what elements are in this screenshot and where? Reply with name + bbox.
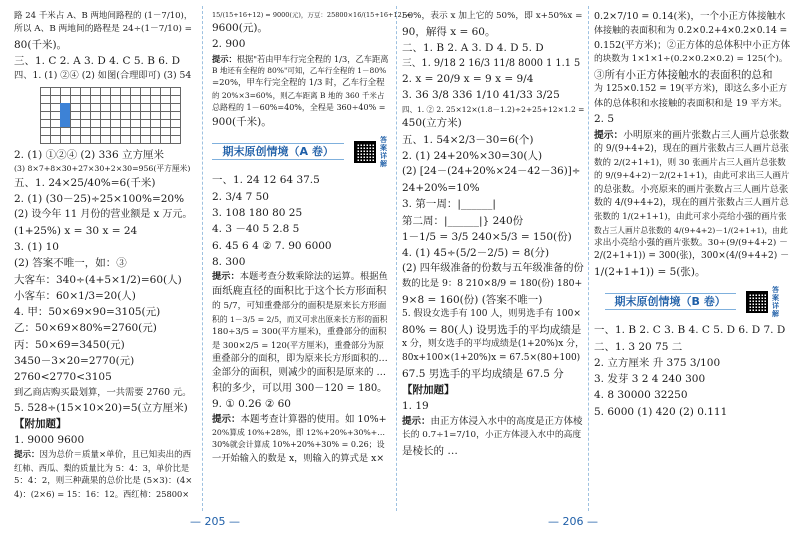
text-line: 80% = 80(人) 设男选手的平均成绩是 bbox=[402, 323, 582, 336]
text-line: 的总张数。小亮原来的画片张数占三人画片总张 bbox=[594, 184, 789, 196]
text-line: 面纸鹿直径的面积比于这个长方形面积 bbox=[212, 285, 387, 298]
text-line: 3450－3×20=2770(元) bbox=[14, 355, 135, 368]
text-line: 的 20%×3=60%，则乙车距离 B 地的 360 千米占 bbox=[212, 91, 385, 101]
text-line: 5. 6000 (1) 420 (2) 0.111 bbox=[594, 405, 728, 418]
text-line: 金部分的面积，则减少的面积是原来的 … bbox=[212, 367, 387, 379]
text-line bbox=[14, 449, 192, 462]
text-line: 0.152(平方米)；②正方体的总体积中小正方体 bbox=[594, 39, 791, 51]
text-line: x 分，则女选手的平均成绩是(1+20%)x 分， bbox=[402, 339, 585, 350]
grid-shaded-cells bbox=[60, 103, 70, 127]
text-line: 积的 1－3/5 = 2/5，而又可求出原来长方形的面积 bbox=[212, 314, 388, 324]
text-line bbox=[402, 415, 584, 430]
column-1 bbox=[14, 10, 192, 501]
bonus-lines bbox=[14, 432, 192, 500]
text-line: 5：4：2，则三种蔬果的总价比是 (5×3)：(4× bbox=[14, 475, 193, 486]
answer-lines bbox=[594, 10, 790, 280]
text-line: 2. 立方厘米 升 375 3/100 bbox=[594, 356, 721, 369]
text-line: 体接触的表面积和为 0.2×0.2+4×0.2×0.14 = bbox=[594, 25, 788, 36]
text-line: 2. (1) 24+20%×30=30(人) bbox=[402, 149, 543, 162]
tip-label: 提示： bbox=[212, 271, 240, 283]
text-line: 一开始输入的数是 x，则输入的算式是 x× bbox=[212, 452, 385, 464]
text-line: 三、1. C 2. A 3. D 4. C 5. B 6. D bbox=[14, 55, 181, 67]
tip-text: 本题考查分数乘除法的运算。根据鱼 bbox=[239, 271, 388, 283]
text-line: 67.5 男选手的平均成绩是 67.5 分 bbox=[402, 367, 564, 380]
text-line: 二、1. 3 20 75 二 bbox=[594, 340, 683, 353]
tip-text: 因为总价＝质量×单价，且已知卖出的西 bbox=[39, 449, 192, 460]
text-line: (2) 四年级准备的份数与五年级准备的份 bbox=[402, 262, 584, 275]
text-line: 4)：(2×6) = 15：16：12。西红柿：25800× bbox=[14, 488, 190, 499]
text-line: 3. 108 180 80 25 bbox=[212, 206, 303, 219]
text-line: 重叠部分的面积，即为原来长方形面积的… bbox=[212, 352, 388, 364]
text-line: 4. 8 30000 32250 bbox=[594, 389, 688, 402]
qr-code-icon[interactable] bbox=[354, 141, 376, 163]
section-title-a bbox=[212, 136, 388, 168]
text-line: 80(千米)。 bbox=[14, 38, 68, 51]
answer-lines bbox=[212, 10, 412, 130]
text-line bbox=[212, 53, 388, 66]
tip-label: 提示： bbox=[212, 53, 237, 64]
text-line: 50%，表示 x 加上它的 50%，即 x+50%x = bbox=[402, 11, 583, 21]
text-line: 的 9/(9+4+2)－2/(2+1+1)，由此可求出三人画片 bbox=[594, 170, 790, 181]
text-line: (1+25%) x = 30 x = 24 bbox=[14, 224, 138, 237]
text-line: 的块数为 1×1×1÷(0.2×0.2×0.2) = 125(个)。 bbox=[594, 54, 788, 65]
text-line: 数的 2/(2+1+1)，则 30 张画片占三人画片总张数 bbox=[594, 157, 786, 168]
text-line: 体的总体积和水接触的表面积和是 19 平方米。 bbox=[594, 98, 788, 110]
text-line: 90，解得 x = 60。 bbox=[402, 25, 496, 38]
text-line: 9×8 = 160(份) (答案不唯一) bbox=[402, 293, 543, 306]
text-line: 路 24 千米占 A、B 两地间路程的 (1－7/10)， bbox=[14, 11, 193, 21]
text-line: 是 300×2/5 = 120(平方厘米)，重叠部分为原 bbox=[212, 339, 384, 350]
answer-lines bbox=[14, 10, 192, 84]
text-line: 15/(15+16+12) = 9000(元)，万豆：25800×16/(15+16+12) = bbox=[212, 11, 412, 19]
text-line: 180÷3/5 = 300(平方厘米)，重叠部分的面积 bbox=[212, 326, 387, 337]
text-line: 的 5/7，可知重叠部分的面积是原来长方形面 bbox=[212, 301, 387, 312]
text-line: 2. 900 bbox=[212, 38, 246, 51]
text-line: ③所有小正方体接触水的表面积的总和 bbox=[594, 68, 773, 81]
text-line: 1. 19 bbox=[402, 400, 429, 413]
text-line: 的 9/(9+4+2)，现在的画片张数占三人画片总张 bbox=[594, 143, 789, 154]
text-line: 4. (1) 45÷(5/2－2/5) = 8(分) bbox=[402, 247, 550, 260]
text-line: 一、1. 24 12 64 37.5 bbox=[212, 174, 320, 187]
text-line bbox=[212, 270, 388, 284]
text-line: 数占三人画片总张数的 4/(9+4+2)－1/(2+1+1)，由此 bbox=[594, 225, 788, 235]
bonus-lines bbox=[402, 398, 584, 459]
tip-text: 本题考查计算器的使用。如 10%+ bbox=[240, 413, 387, 425]
text-line: 5. 528÷(15×10×20)=5(立方厘米) bbox=[14, 401, 188, 414]
text-line: 总路程的 1－60%=40%，全程是 360÷40% = bbox=[212, 102, 386, 112]
text-line: 到乙商店购买最划算，一共需要 2760 元。 bbox=[14, 386, 192, 398]
text-line: 长的 0.7÷1=7/10，小正方体浸入水中的高度 bbox=[402, 430, 582, 441]
text-line: 红柿、西瓜、梨的质量比为 5：4：3，单价比是 bbox=[14, 462, 190, 473]
section-title-text: 期末原创情境（B 卷） bbox=[605, 293, 736, 310]
text-line: 积的多少，可以用 300－120 = 180。 bbox=[212, 382, 388, 394]
text-line: (3) 8×7+8×30+27×30+2×30=956(平方厘米) bbox=[14, 163, 191, 173]
text-line: 第二周：|______|} 240份 bbox=[402, 214, 524, 227]
text-line: 2. (1) ①②④ (2) 336 立方厘米 bbox=[14, 148, 164, 161]
tip-text: 由正方体浸入水中的高度是正方体棱 bbox=[430, 415, 583, 427]
grid-figure bbox=[40, 87, 181, 144]
tip-text: 小明原来的画片张数占三人画片总张数 bbox=[623, 129, 789, 141]
answer-lines-continued bbox=[14, 147, 192, 417]
text-line: 9. ① 0.26 ② 60 bbox=[212, 398, 291, 411]
text-line: 3. 36 3/8 336 1/10 41/33 3/25 bbox=[402, 89, 560, 102]
text-line: 900(千米)。 bbox=[212, 116, 272, 129]
text-line: 24+20%=10% bbox=[402, 182, 480, 195]
text-line: 四、1. ② 2. 25×12×(1.8－1.2)÷2+25+12×1.2 = bbox=[402, 104, 585, 114]
section-title-b bbox=[594, 286, 790, 318]
text-line bbox=[594, 128, 790, 143]
qr-label: 答案详解 bbox=[380, 136, 388, 169]
text-line: 3. (1) 10 bbox=[14, 241, 59, 254]
tip-text: 根据"若由甲车行完全程的 1/3，乙车距离 bbox=[236, 53, 389, 64]
text-line: 2. 5 bbox=[594, 113, 615, 126]
text-line: 3. 发芽 3 2 4 240 300 bbox=[594, 373, 706, 386]
text-line: 9600(元)。 bbox=[212, 22, 268, 35]
text-line: 一、1. B 2. C 3. B 4. C 5. D 6. D 7. D bbox=[594, 324, 786, 337]
section-title-text: 期末原创情境（A 卷） bbox=[212, 143, 343, 160]
text-line: 三、1. 9/18 2 16/3 11/8 8000 1 1.1 5 bbox=[402, 58, 581, 70]
text-line bbox=[212, 413, 388, 428]
text-line: 3. 第一周：|______| bbox=[402, 198, 496, 211]
text-line: 80x+100×(1+20%)x = 67.5×(80+100) bbox=[402, 352, 581, 363]
text-line: 4. 3 －40 5 2.8 5 bbox=[212, 223, 300, 236]
section-a-lines bbox=[212, 172, 388, 466]
answer-lines bbox=[402, 10, 584, 382]
text-line: 1－1/5 = 3/5 240×5/3 = 150(份) bbox=[402, 230, 572, 243]
text-line: 乙：50×69×80%=2760(元) bbox=[14, 322, 157, 335]
text-line: 5. 假设女选手有 100 人，则男选手有 100× bbox=[402, 308, 581, 319]
text-line: 数的比是 9：8 210×8/9 = 180(份) 180+ bbox=[402, 278, 583, 290]
text-line: 450(立方米) bbox=[402, 117, 462, 130]
column-4 bbox=[594, 10, 790, 420]
bonus-title: 【附加题】 bbox=[402, 384, 455, 397]
text-line: 20%算成 10%+28%，即 12%+20%+30%+… bbox=[212, 428, 386, 438]
text-line: 求出小亮给小强的画片张数。30÷(9/(9+4+2) － bbox=[594, 237, 788, 248]
text-line: 张数的 1/(2+1+1)，由此可求小亮给小强的画片张 bbox=[594, 212, 787, 223]
text-line: 2. (1) (30－25)÷25×100%=20% bbox=[14, 193, 185, 206]
text-line: 小客车：60×1/3=20(人) bbox=[14, 289, 136, 302]
text-line: 1. 9000 9600 bbox=[14, 434, 85, 447]
text-line: 数的 4/(9+4+2)，现在的画片张数占三人画片总 bbox=[594, 198, 789, 209]
tip-label: 提示： bbox=[402, 415, 431, 427]
qr-label: 答案详解 bbox=[771, 286, 779, 319]
text-line: (2) 设今年 11 月份的营业额是 x 万元。 bbox=[14, 209, 193, 221]
text-line: 丙：50×69=3450(元) bbox=[14, 338, 125, 351]
text-line: 二、1. B 2. A 3. D 4. D 5. D bbox=[402, 41, 544, 54]
text-line: =20%，甲车行完全程的 1/3 时，乙车行全程 bbox=[212, 78, 385, 88]
text-line: 30%就会计算成 10%+20%+30% = 0.26；设 bbox=[212, 440, 385, 450]
text-line: 为 125×0.152 = 19(平方米)，即这么多小正方 bbox=[594, 84, 788, 95]
column-2 bbox=[212, 10, 412, 466]
text-line: 是棱长的 … bbox=[402, 444, 458, 457]
section-b-lines bbox=[594, 322, 790, 420]
text-line: 五、1. 24×25/40%=6(千米) bbox=[14, 176, 156, 189]
text-line: 2. x = 20/9 x = 9 x = 9/4 bbox=[402, 73, 534, 86]
tip-label: 提示： bbox=[594, 129, 624, 141]
text-line: 大客车：340÷(4+5×1/2)=60(人) bbox=[14, 273, 182, 286]
text-line: 所以 A、B 两地间的路程是 24÷(1－7/10) = bbox=[14, 24, 192, 35]
column-3 bbox=[402, 10, 584, 459]
text-line: 8. 300 bbox=[212, 255, 246, 268]
text-line: 0.2×7/10 = 0.14(米)，一个小正方体接触水 bbox=[594, 11, 786, 22]
text-line: 2760<2770<3105 bbox=[14, 371, 112, 384]
text-line: (2) 答案不唯一，如：③ bbox=[14, 257, 127, 270]
text-line: (2) [24－(24+20%×24－42－36)]÷ bbox=[402, 165, 581, 178]
text-line: 1/(2+1+1)) = 5(张)。 bbox=[594, 266, 706, 279]
text-line: 6. 45 6 4 ② 7. 90 6000 bbox=[212, 239, 332, 252]
tip-label: 提示： bbox=[212, 413, 241, 425]
text-line: 4. 甲：50×69×90=3105(元) bbox=[14, 306, 161, 319]
bonus-title: 【附加题】 bbox=[14, 418, 67, 431]
page-number-right: — 206 — bbox=[548, 514, 598, 528]
text-line: 四、1. (1) ②④ (2) 如图(合理即可) (3) 54 bbox=[14, 70, 192, 82]
text-line: 五、1. 54×2/3－30=6(个) bbox=[402, 133, 534, 146]
page-number-left: — 205 — bbox=[190, 514, 240, 528]
tip-label: 提示： bbox=[14, 449, 40, 460]
text-line: B 地还有全程的 80%"可知，乙车行全程的 1－80% bbox=[212, 66, 387, 76]
text-line: 2. 3/4 7 50 bbox=[212, 190, 269, 203]
text-line: 2/(2+1+1)) = 300(张)，300×(4/(9+4+2) － bbox=[594, 251, 790, 262]
qr-code-icon[interactable] bbox=[746, 291, 768, 313]
